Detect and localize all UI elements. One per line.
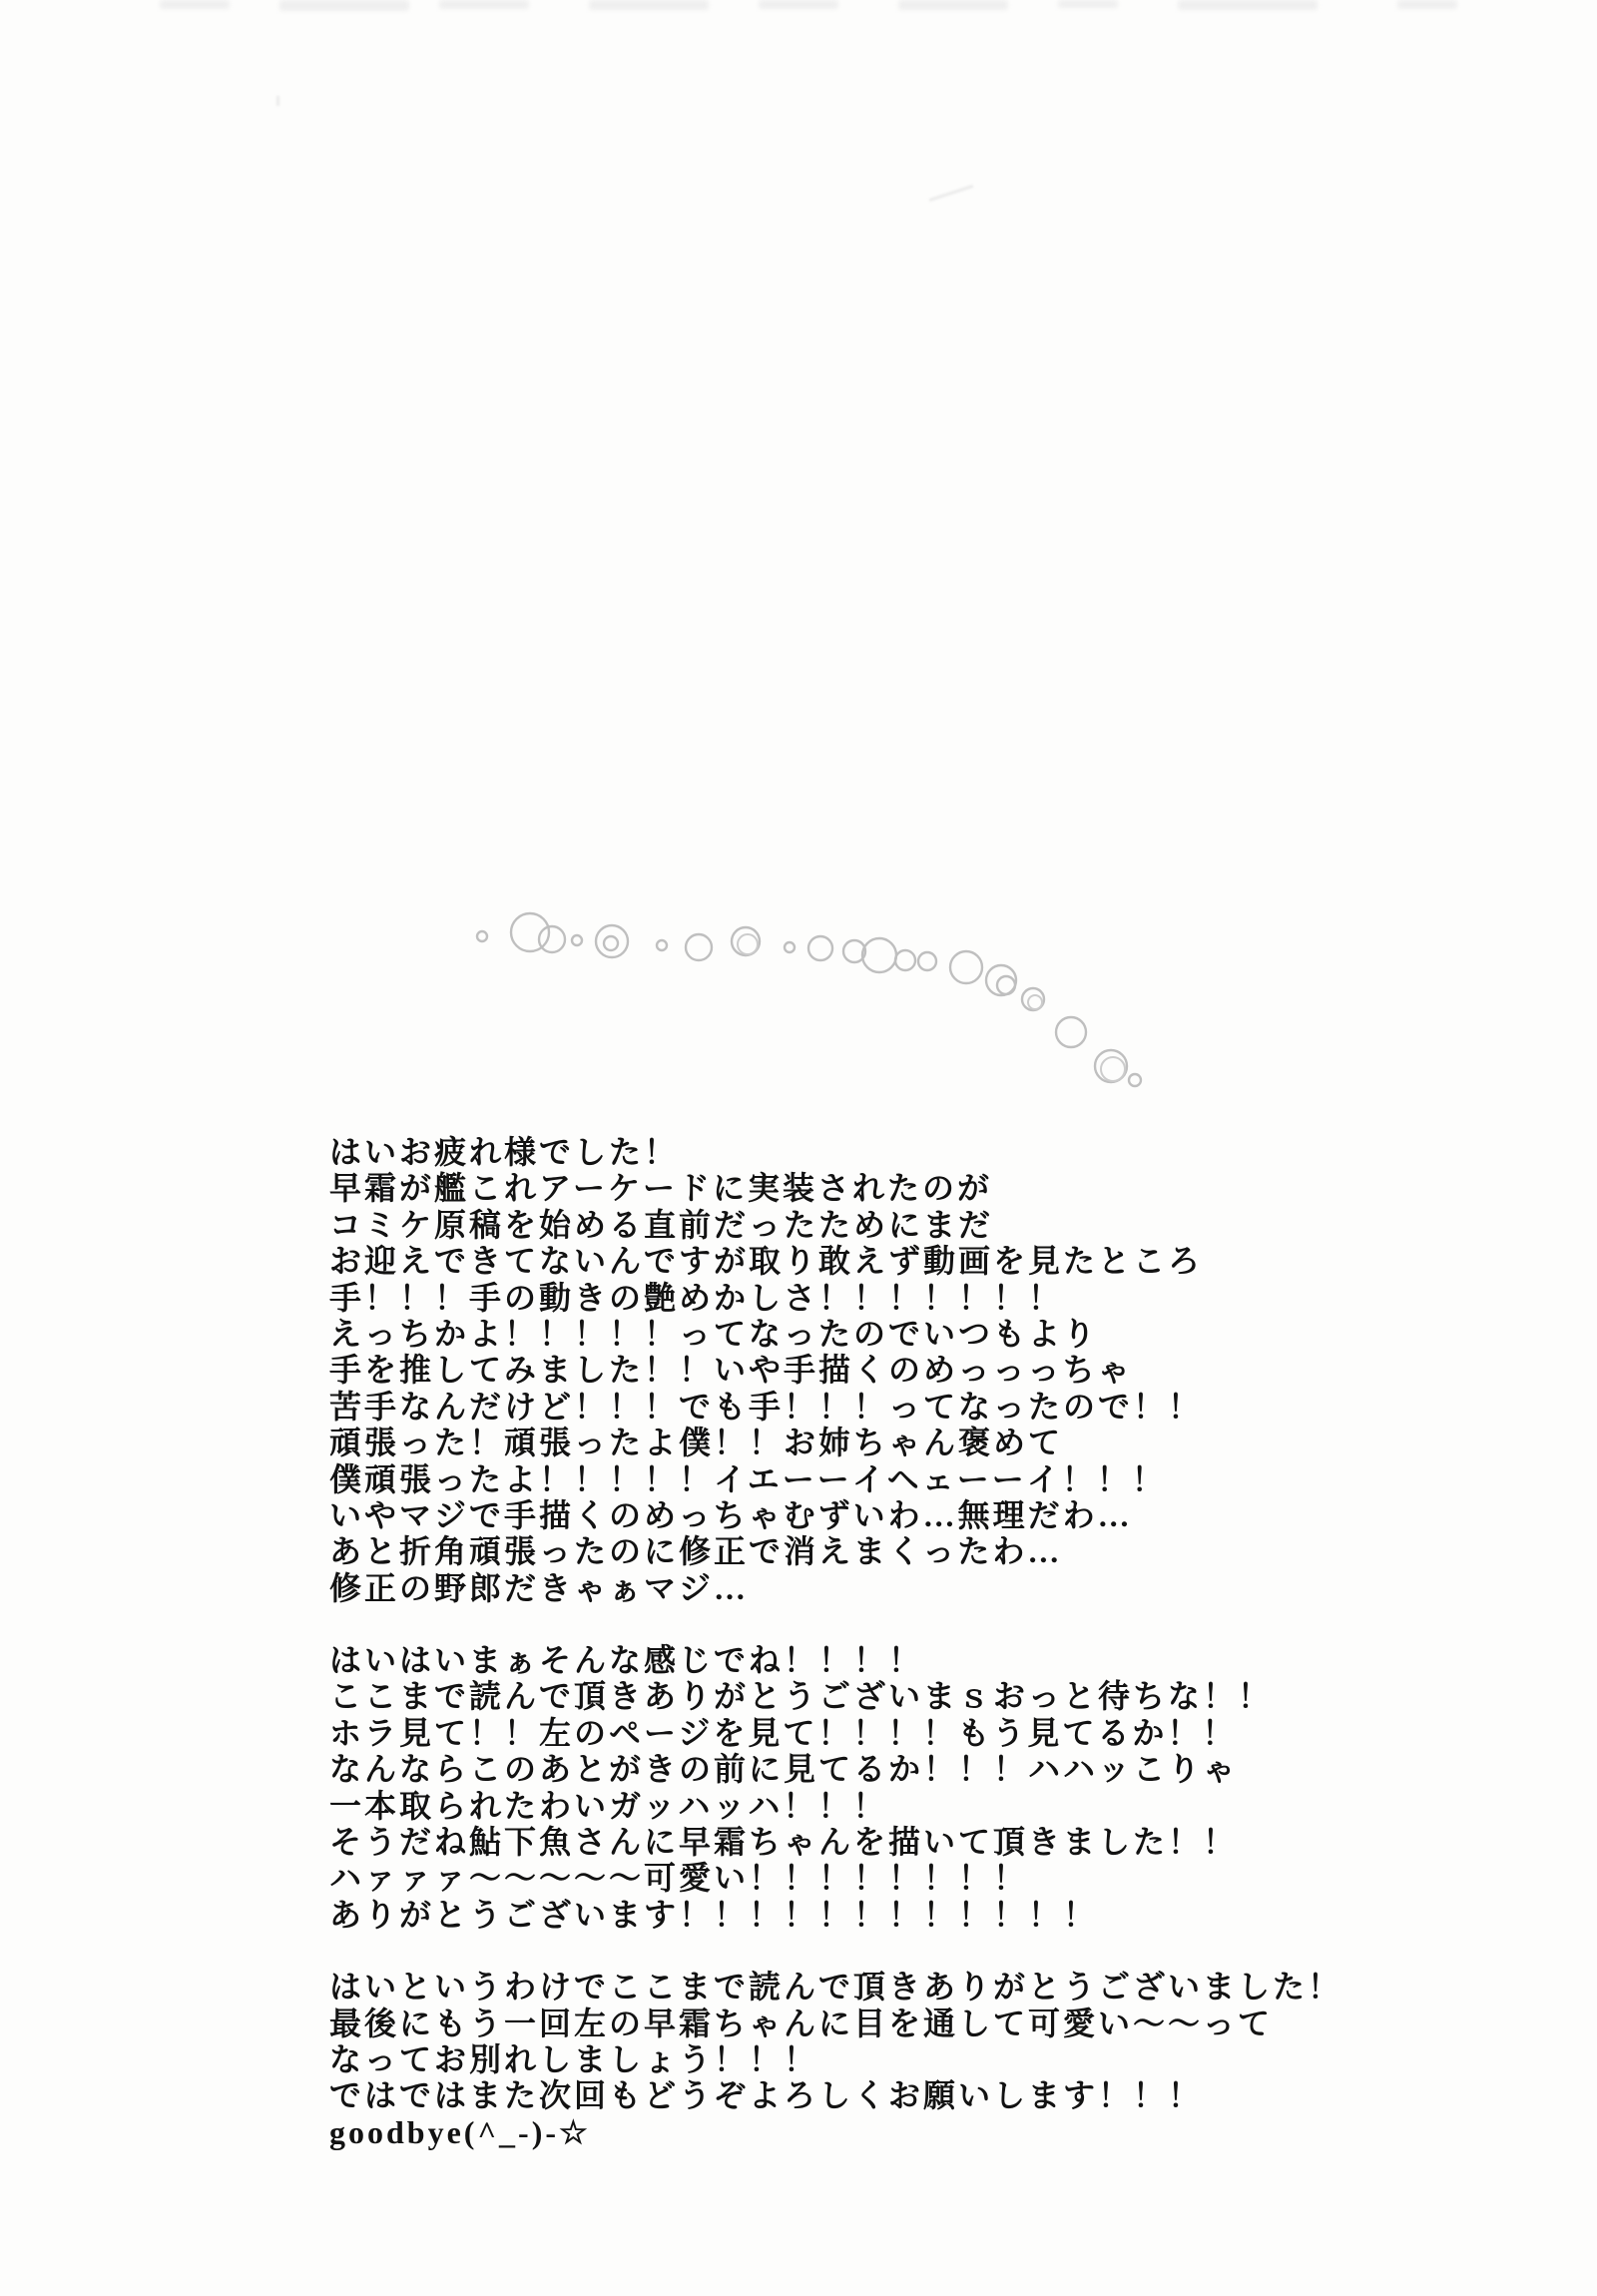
bubble-circle — [862, 938, 896, 972]
text-line: ハァァァ～～～～～可愛い！！！！！！！！ — [329, 1860, 1029, 1897]
text-line: 修正の野郎だきゃぁマジ… — [329, 1569, 750, 1606]
bubble-circle — [895, 950, 915, 970]
bubble-circle — [686, 934, 712, 960]
text-line: はいお疲れ様でした！ — [329, 1134, 680, 1170]
bubble-circle — [950, 951, 982, 983]
afterword-paragraph — [329, 1969, 1342, 2150]
text-line: 僕頑張ったよ！！！！！イエーーイヘェーーイ！！！ — [329, 1460, 1167, 1497]
text-line: 苦手なんだけど！！！でも手！！！ってなったので！！ — [329, 1388, 1204, 1425]
text-line: そうだね鮎下魚さんに早霜ちゃんを描いて頂きました！！ — [329, 1824, 1239, 1861]
bubble-circle — [808, 936, 832, 960]
text-line: はいはいまぁそんな感じでね！！！！ — [329, 1642, 924, 1679]
text-line: 手！！！手の動きの艶めかしさ！！！！！！！ — [329, 1279, 1064, 1316]
text-line: 一本取られたわいガッハッハ！！！ — [329, 1787, 888, 1824]
text-line: 早霜が艦これアーケードに実装されたのが — [329, 1170, 993, 1207]
bubble-inner-circle — [1101, 1057, 1125, 1081]
text-line: はいというわけでここまで読んで頂きありがとうございました！ — [329, 1969, 1343, 2006]
text-line: ホラ見て！！左のページを見て！！！！もう見てるか！！ — [329, 1714, 1238, 1751]
text-line: お迎えできてないんですが取り敢えず動画を見たところ — [329, 1243, 1204, 1280]
bubble-circle — [785, 942, 795, 952]
bubble-circle — [1129, 1074, 1141, 1086]
text-line: なんならこのあとがきの前に見てるか！！！ハハッこりゃ — [329, 1751, 1239, 1788]
afterword-paragraph — [329, 1134, 1342, 1606]
afterword-paragraph — [329, 1642, 1342, 1933]
bubble-circle — [511, 913, 549, 951]
text-line: ここまで読んで頂きありがとうございまｓおっと待ちな！！ — [329, 1678, 1274, 1715]
text-line: 最後にもう一回左の早霜ちゃんに目を通して可愛い～～って — [329, 2005, 1274, 2041]
afterword-text — [329, 1134, 1342, 2186]
bubble-circle — [596, 925, 628, 957]
text-line: えっちかよ！！！！！ってなったのでいつもより — [329, 1315, 1099, 1352]
bubble-circle — [1056, 1017, 1086, 1047]
bubble-circle — [477, 931, 487, 941]
bubble-circle — [986, 965, 1016, 995]
text-line: いやマジで手描くのめっちゃむずいわ…無理だわ… — [329, 1496, 1133, 1533]
text-line: コミケ原稿を始める直前だったためにまだ — [329, 1206, 994, 1243]
text-line: ありがとうございます！！！！！！！！！！！！ — [329, 1896, 1099, 1933]
text-line: ではではまた次回もどうぞよろしくお願いします！！！ — [329, 2077, 1204, 2114]
text-line: goodbye(^_-)-☆ — [329, 2113, 591, 2150]
bubble-inner-circle — [738, 934, 758, 954]
bubble-circle — [604, 936, 618, 950]
text-line: 頑張った！頑張ったよ僕！！お姉ちゃん褒めて — [329, 1425, 1064, 1461]
bubble-circle — [657, 940, 667, 950]
bubble-circle — [539, 926, 565, 952]
bubble-circle — [572, 935, 582, 945]
bubble-circle — [997, 976, 1015, 994]
bubble-inner-circle — [1028, 995, 1042, 1009]
bubble-circle — [918, 952, 936, 970]
text-line: 手を推してみました！！いや手描くのめっっっちゃ — [329, 1352, 1133, 1389]
text-line: なってお別れしましょう！！！ — [329, 2040, 819, 2077]
text-line: あと折角頑張ったのに修正で消えまくったわ… — [329, 1533, 1063, 1570]
